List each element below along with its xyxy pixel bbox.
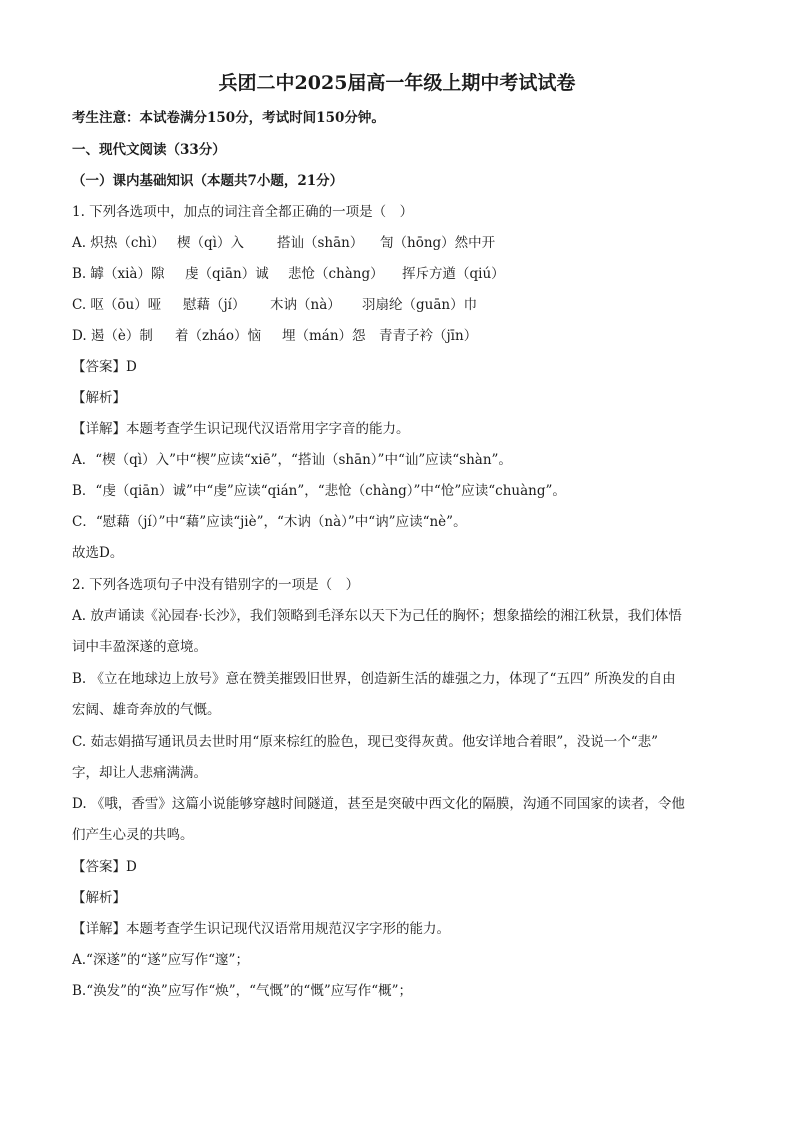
question-1-option-c [72, 295, 716, 315]
option-item: C. 呕（ōu）哑 [72, 297, 162, 313]
analysis-label: 【解析】 [72, 890, 126, 906]
option-item: 木讷（nà） [270, 297, 341, 313]
page-title: 兵团二中2025届高一年级上期中考试试卷 [218, 72, 576, 94]
conclusion-text: 故选D。 [72, 545, 124, 561]
question-1-option-a [72, 233, 716, 253]
option-item: 悲怆（chàng） [288, 266, 384, 282]
section-heading: 一、现代文阅读（33分） [72, 142, 226, 158]
question-1-stem: 1. 下列各选项中，加点的词注音全都正确的一项是（ ） [72, 204, 414, 220]
option-item: 羽扇纶（guān）巾 [362, 297, 478, 313]
exam-notice: 考生注意：本试卷满分150分，考试时间150分钟。 [72, 110, 385, 126]
option-item: 挥斥方遒（qiú） [402, 266, 505, 282]
detail-text: 【详解】本题考查学生识记现代汉语常用字字音的能力。 [72, 421, 410, 437]
explanation-line: B.“涣发”的“涣”应写作“焕”，“气慨”的“慨”应写作“概”； [72, 983, 413, 999]
question-2-option-b-cont: 宏阔、雄奇奔放的气慨。 [72, 702, 221, 718]
explanation-line: A.“深遂”的“遂”应写作“邃”； [72, 952, 249, 968]
explanation-line: C．“慰藉（jí）”中“藉”应读“jiè”，“木讷（nà）”中“讷”应读“nè”。 [72, 514, 467, 530]
option-item: 搭讪（shān） [277, 235, 364, 251]
question-2-option-b: B. 《立在地球边上放号》意在赞美摧毁旧世界，创造新生活的雄强之力，体现了“五四” 所涣发的自由 [72, 671, 676, 687]
question-2-option-c: C. 茹志娟描写通讯员去世时用“原来棕红的脸色，现已变得灰黄。他安详地合着眼”，没说一个“悲” [72, 734, 659, 750]
option-item: 埋（mán）怨 [282, 328, 366, 344]
option-item: 青青子衿（jīn） [379, 328, 478, 344]
option-item: A. 炽热（chì） [72, 235, 165, 251]
explanation-line: A．“楔（qì）入”中“楔”应读“xiē”，“搭讪（shān）”中“讪”应读“shàn”。 [72, 452, 512, 468]
question-2-option-a-cont: 词中丰盈深遂的意境。 [72, 639, 207, 655]
question-1-option-d [72, 326, 716, 346]
answer-label: 【答案】D [72, 359, 137, 375]
option-item: B. 罅（xià）隙 [72, 266, 165, 282]
option-item: D. 遏（è）制 [72, 328, 153, 344]
question-1-option-b [72, 264, 716, 284]
option-item: 楔（qì）入 [177, 235, 244, 251]
option-item: 訇（hōng）然中开 [380, 235, 496, 251]
answer-label: 【答案】D [72, 859, 137, 875]
analysis-label: 【解析】 [72, 390, 126, 406]
question-2-stem: 2. 下列各选项句子中没有错别字的一项是（ ） [72, 577, 360, 593]
option-item: 着（zháo）恼 [175, 328, 261, 344]
option-item: 虔（qiān）诚 [185, 266, 269, 282]
question-2-option-c-cont: 字，却让人悲痛满满。 [72, 765, 207, 781]
subsection-heading: （一）课内基础知识（本题共7小题，21分） [72, 173, 344, 189]
question-2-option-a: A. 放声诵读《沁园春·长沙》，我们领略到毛泽东以天下为己任的胸怀；想象描绘的湘江秋景，我们体悟 [72, 608, 682, 624]
explanation-line: B．“虔（qiān）诚”中“虔”应读“qián”，“悲怆（chàng）”中“怆”应读“chuàng”。 [72, 483, 566, 499]
detail-text: 【详解】本题考查学生识记现代汉语常用规范汉字字形的能力。 [72, 921, 450, 937]
option-item: 慰藉（jí） [183, 297, 246, 313]
question-2-option-d-cont: 们产生心灵的共鸣。 [72, 827, 194, 843]
question-2-option-d: D. 《哦，香雪》这篇小说能够穿越时间隧道，甚至是突破中西文化的隔膜，沟通不同国家的读者，令他 [72, 796, 685, 812]
